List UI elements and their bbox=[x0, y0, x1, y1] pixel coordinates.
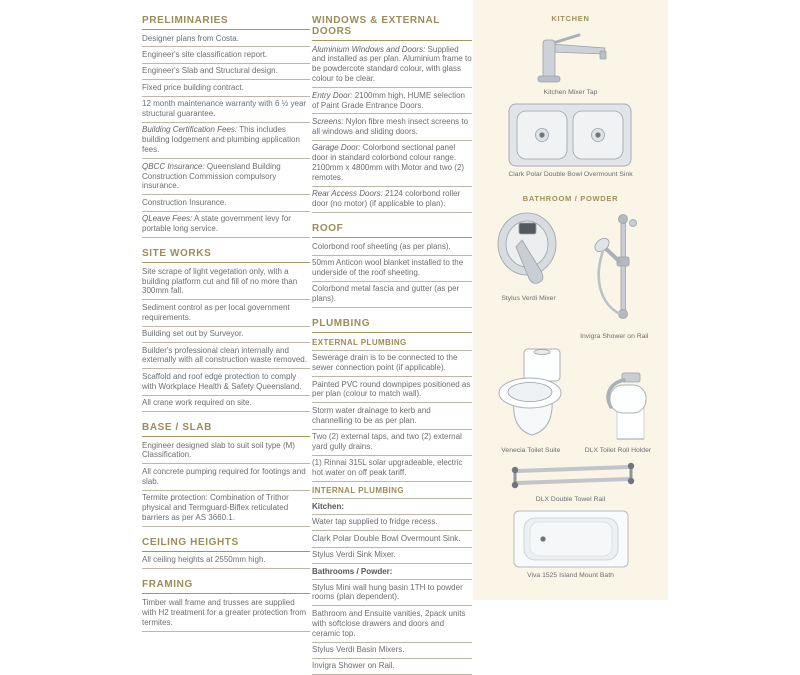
product-caption: DLX Toilet Roll Holder bbox=[584, 447, 652, 455]
product-figure bbox=[508, 103, 632, 179]
spec-item: Construction Insurance. bbox=[142, 195, 310, 211]
product-figure bbox=[490, 347, 572, 455]
product-row bbox=[477, 347, 664, 455]
spec-group-label: Bathrooms / Powder: bbox=[312, 564, 472, 580]
spec-item: 12 month maintenance warranty with 6 ½ year structural guarantee. bbox=[142, 97, 310, 123]
section-heading: ROOF bbox=[312, 220, 472, 238]
spec-item: Clark Polar Double Bowl Overmount Sink. bbox=[312, 531, 472, 547]
spec-item: All crane work required on site. bbox=[142, 396, 310, 412]
spec-section-base-slab bbox=[142, 419, 310, 527]
spec-item: Engineer designed slab to suit soil type (M) Classification. bbox=[142, 438, 310, 464]
kitchen-tap-icon bbox=[523, 31, 619, 85]
toilet-icon bbox=[490, 347, 572, 443]
product-caption: DLX Double Towel Rail bbox=[535, 495, 606, 503]
spec-item: Colorbond metal fascia and gutter (as per plans). bbox=[312, 282, 472, 308]
product-caption: Viva 1525 Island Mount Bath bbox=[527, 572, 614, 580]
spec-item: (1) Rinnai 315L solar upgradeable, electric hot water on off peak tariff. bbox=[312, 456, 472, 482]
spec-item: Two (2) external taps, and two (2) external yard gully drains. bbox=[312, 430, 472, 456]
spec-item: Water tap supplied to fridge recess. bbox=[312, 515, 472, 531]
product-figure bbox=[585, 371, 651, 455]
spec-item: Sediment control as per local government requirements. bbox=[142, 300, 310, 326]
spec-item-text: Supplied and installed as per plan. Aluminium frame to be powdercote standard colour, with glass colour to be clear. bbox=[312, 44, 472, 84]
spec-section-site-works bbox=[142, 245, 310, 412]
specs-column-left bbox=[142, 12, 310, 632]
spec-section-ceiling-heights bbox=[142, 534, 310, 569]
spec-item-emphasis: Building Certification Fees: bbox=[142, 125, 238, 135]
product-figure bbox=[523, 31, 619, 97]
spec-item: Engineer's Slab and Structural design. bbox=[142, 64, 310, 80]
product-caption: Stylus Verdi Mixer bbox=[501, 294, 556, 302]
roll-holder-icon bbox=[586, 371, 650, 443]
section-heading: BASE / SLAB bbox=[142, 419, 310, 437]
panel-section-title: KITCHEN bbox=[551, 14, 590, 23]
shower-rail-icon bbox=[589, 211, 639, 329]
towel-rail-icon bbox=[505, 462, 637, 492]
spec-section-roof bbox=[312, 220, 472, 308]
product-row bbox=[477, 510, 664, 580]
spec-item: Painted PVC round downpipes positioned as per plan (colour to match wall). bbox=[312, 377, 472, 403]
spec-section-framing bbox=[142, 576, 310, 631]
panel-section-title: BATHROOM / POWDER bbox=[522, 193, 619, 203]
product-figure bbox=[513, 510, 629, 580]
product-caption: Kitchen Mixer Tap bbox=[543, 89, 598, 96]
section-heading: SITE WORKS bbox=[142, 245, 310, 263]
section-heading: PLUMBING bbox=[312, 315, 472, 333]
spec-subheading: INTERNAL PLUMBING bbox=[312, 482, 472, 499]
spec-item: Designer plans from Costa. bbox=[142, 31, 310, 47]
spec-item-emphasis: QBCC Insurance: bbox=[142, 161, 205, 171]
spec-item-emphasis: Garage Door: bbox=[312, 143, 361, 153]
spec-item: Site scrape of light vegetation only, with a building platform cut and fill of no more than 300mm fall. bbox=[142, 264, 310, 300]
spec-item-text: 2100mm high, HUME selection of Paint Grade Entrance Doors. bbox=[312, 90, 465, 110]
spec-item-text: 2124 colorbond roller door (no motor) (if applicable to plan). bbox=[312, 189, 461, 209]
spec-section-plumbing bbox=[312, 315, 472, 675]
spec-item: Invigra Shower on Rail. bbox=[312, 659, 472, 675]
spec-item bbox=[142, 159, 310, 195]
product-row bbox=[477, 211, 664, 341]
spec-item-text: A state government levy for portable long service. bbox=[142, 214, 291, 234]
section-heading: CEILING HEIGHTS bbox=[142, 534, 310, 552]
spec-item: Colorbond roof sheeting (as per plans). bbox=[312, 239, 472, 255]
spec-item bbox=[312, 88, 472, 114]
bath-icon bbox=[513, 510, 629, 568]
product-caption: Clark Polar Double Bowl Overmount Sink bbox=[508, 171, 633, 179]
product-caption: Venecia Toilet Suite bbox=[501, 447, 561, 455]
spec-item bbox=[142, 123, 310, 159]
spec-item bbox=[312, 141, 472, 187]
spec-subheading: EXTERNAL PLUMBING bbox=[312, 334, 472, 351]
double-sink-icon bbox=[508, 103, 632, 167]
spec-group-label: Kitchen: bbox=[312, 499, 472, 515]
product-figure bbox=[505, 462, 637, 504]
spec-item: All ceiling heights at 2550mm high. bbox=[142, 553, 310, 569]
spec-item-emphasis: QLeave Fees: bbox=[142, 214, 193, 224]
spec-item bbox=[312, 114, 472, 140]
product-row bbox=[477, 31, 664, 97]
section-heading: FRAMING bbox=[142, 576, 310, 594]
spec-item: Stylus Verdi Sink Mixer. bbox=[312, 548, 472, 564]
spec-item: Termite protection: Combination of Trithor physical and Termguard-Biflex reticulated barriers as per AS 3660.1. bbox=[142, 491, 310, 527]
spec-item-emphasis: Screens: bbox=[312, 116, 344, 126]
spec-item bbox=[312, 42, 472, 88]
spec-item-text: Queensland Building Construction Commission compulsory insurance. bbox=[142, 161, 281, 191]
product-figure bbox=[493, 211, 565, 303]
product-row bbox=[477, 462, 664, 504]
spec-item: Fixed price building contract. bbox=[142, 80, 310, 96]
specs-column-middle bbox=[312, 12, 472, 675]
spec-section-windows-external-doors bbox=[312, 12, 472, 213]
wall-mixer-icon bbox=[493, 211, 565, 291]
spec-item bbox=[312, 187, 472, 213]
spec-item-emphasis: Entry Door: bbox=[312, 90, 353, 100]
spec-item: Scaffold and roof edge protection to comply with Workplace Health & Safety Queensland. bbox=[142, 369, 310, 395]
spec-item: Timber wall frame and trusses are supplied with H2 treatment for a greater protection from termites. bbox=[142, 595, 310, 631]
spec-item: Building set out by Surveyor. bbox=[142, 327, 310, 343]
spec-item: Stylus Mini wall hung basin 1TH to powder rooms (plan dependent). bbox=[312, 580, 472, 606]
spec-item-text: Nylon fibre mesh insect screens to all windows and sliding doors. bbox=[312, 116, 469, 136]
spec-item-text: This includes building lodgement and plumbing application fees. bbox=[142, 125, 300, 155]
section-heading: WINDOWS & EXTERNAL DOORS bbox=[312, 12, 472, 41]
product-figure bbox=[580, 211, 648, 341]
section-heading: PRELIMINARIES bbox=[142, 12, 310, 30]
spec-item-text: Colorbond sectional panel door in standard colorbond colour range. 2100mm x 4800mm with Motor and two (2) remotes. bbox=[312, 143, 465, 182]
spec-section-preliminaries bbox=[142, 12, 310, 238]
spec-item-emphasis: Aluminium Windows and Doors: bbox=[312, 44, 426, 54]
spec-item: Sewerage drain is to be connected to the sewer connection point (if applicable). bbox=[312, 351, 472, 377]
product-caption: Invigra Shower on Rail bbox=[580, 332, 649, 340]
product-image-panel bbox=[473, 0, 668, 600]
spec-item: 50mm Anticon wool blanket installed to the underside of the roof sheeting. bbox=[312, 256, 472, 282]
spec-item: Engineer's site classification report. bbox=[142, 47, 310, 63]
spec-item: All concrete pumping required for footings and slab. bbox=[142, 464, 310, 490]
spec-item: Stylus Verdi Basin Mixers. bbox=[312, 643, 472, 659]
spec-item: Bathroom and Ensuite vanities, 2pack units with softclose drawers and doors and ceramic top. bbox=[312, 606, 472, 642]
product-row bbox=[477, 103, 664, 179]
spec-item-emphasis: Rear Access Doors: bbox=[312, 189, 383, 199]
spec-item bbox=[142, 212, 310, 238]
spec-item: Storm water drainage to kerb and channelling to be as per plan. bbox=[312, 403, 472, 429]
spec-item: Builder's professional clean internally and externally with all construction waste removed. bbox=[142, 343, 310, 369]
